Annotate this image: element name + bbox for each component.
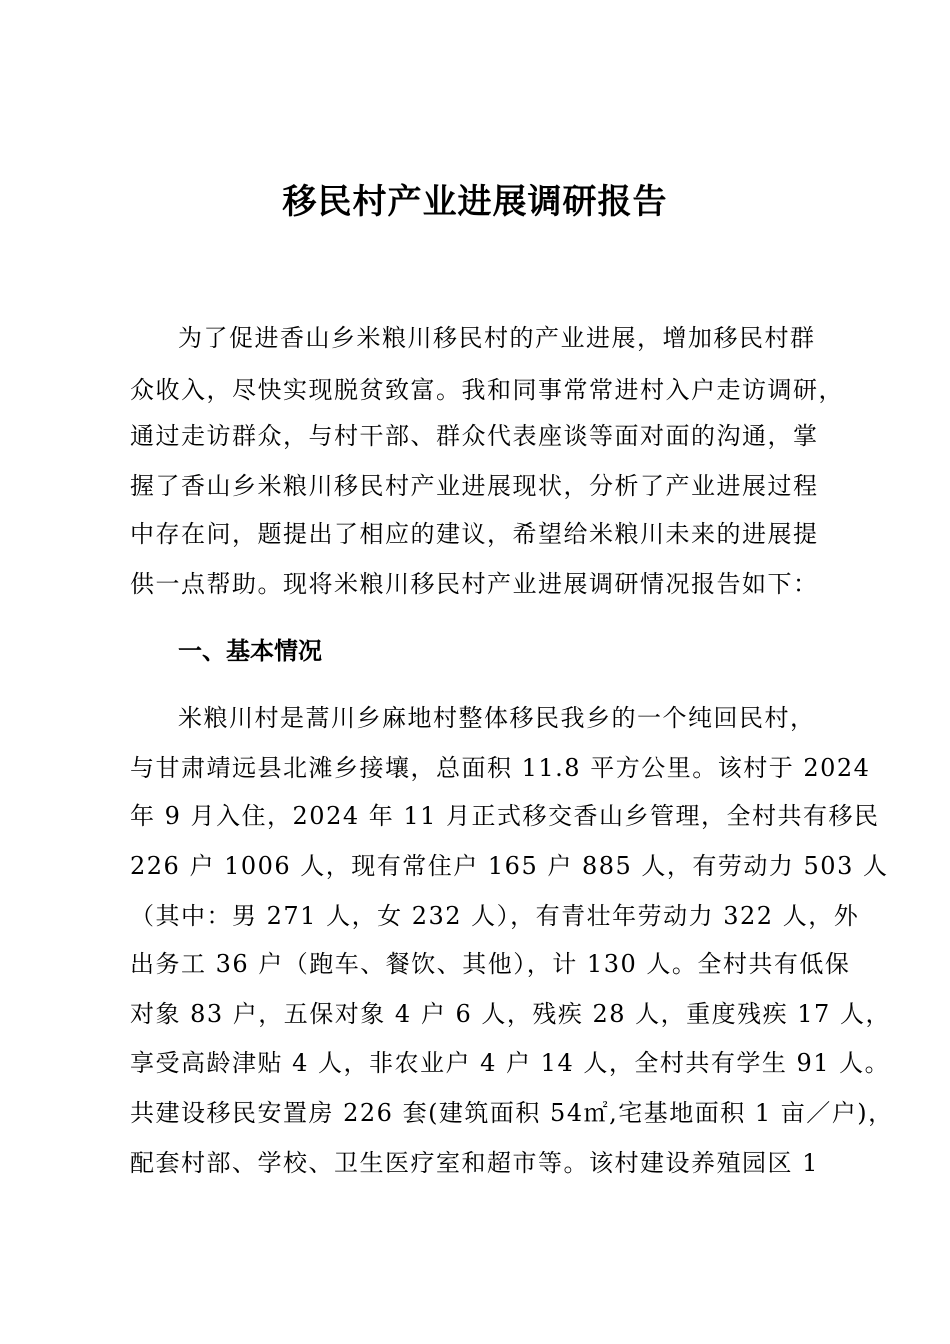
paragraph-line: 众收入，尽快实现脱贫致富。我和同事常常进村入户走访调研， bbox=[130, 376, 844, 404]
document-title: 移民村产业进展调研报告 bbox=[282, 182, 668, 222]
paragraph-line: 出务工 36 户（跑车、餐饮、其他），计 130 人。全村共有低保 bbox=[130, 950, 851, 978]
paragraph-line: 米粮川村是蒿川乡麻地村整体移民我乡的一个纯回民村， bbox=[178, 704, 816, 732]
paragraph-line: 年 9 月入住，2024 年 11 月正式移交香山乡管理，全村共有移民 bbox=[130, 802, 880, 830]
paragraph-line: 226 户 1006 人，现有常住户 165 户 885 人，有劳动力 503 人 bbox=[130, 852, 889, 880]
paragraph-line: 配套村部、学校、卫生医疗室和超市等。该村建设养殖园区 1 bbox=[130, 1149, 819, 1177]
paragraph-line: 为了促进香山乡米粮川移民村的产业进展，增加移民村群 bbox=[178, 324, 816, 352]
paragraph-line: 供一点帮助。现将米粮川移民村产业进展调研情况报告如下： bbox=[130, 570, 819, 598]
paragraph-line: 中存在问，题提出了相应的建议，希望给米粮川未来的进展提 bbox=[130, 520, 819, 548]
paragraph-line: 通过走访群众，与村干部、群众代表座谈等面对面的沟通，掌 bbox=[130, 422, 819, 450]
paragraph-line: 享受高龄津贴 4 人，非农业户 4 户 14 人，全村共有学生 91 人。 bbox=[130, 1049, 891, 1077]
paragraph-line: （其中：男 271 人，女 232 人），有青壮年劳动力 322 人，外 bbox=[130, 902, 860, 930]
paragraph-line: 握了香山乡米粮川移民村产业进展现状，分析了产业进展过程 bbox=[130, 472, 819, 500]
paragraph-line: 与甘肃靖远县北滩乡接壤，总面积 11.8 平方公里。该村于 2024 bbox=[130, 754, 871, 782]
section-heading: 一、基本情况 bbox=[178, 637, 322, 665]
paragraph-line: 共建设移民安置房 226 套(建筑面积 54㎡,宅基地面积 1 亩／户)， bbox=[130, 1099, 894, 1127]
paragraph-line: 对象 83 户，五保对象 4 户 6 人，残疾 28 人，重度残疾 17 人， bbox=[130, 1000, 891, 1028]
